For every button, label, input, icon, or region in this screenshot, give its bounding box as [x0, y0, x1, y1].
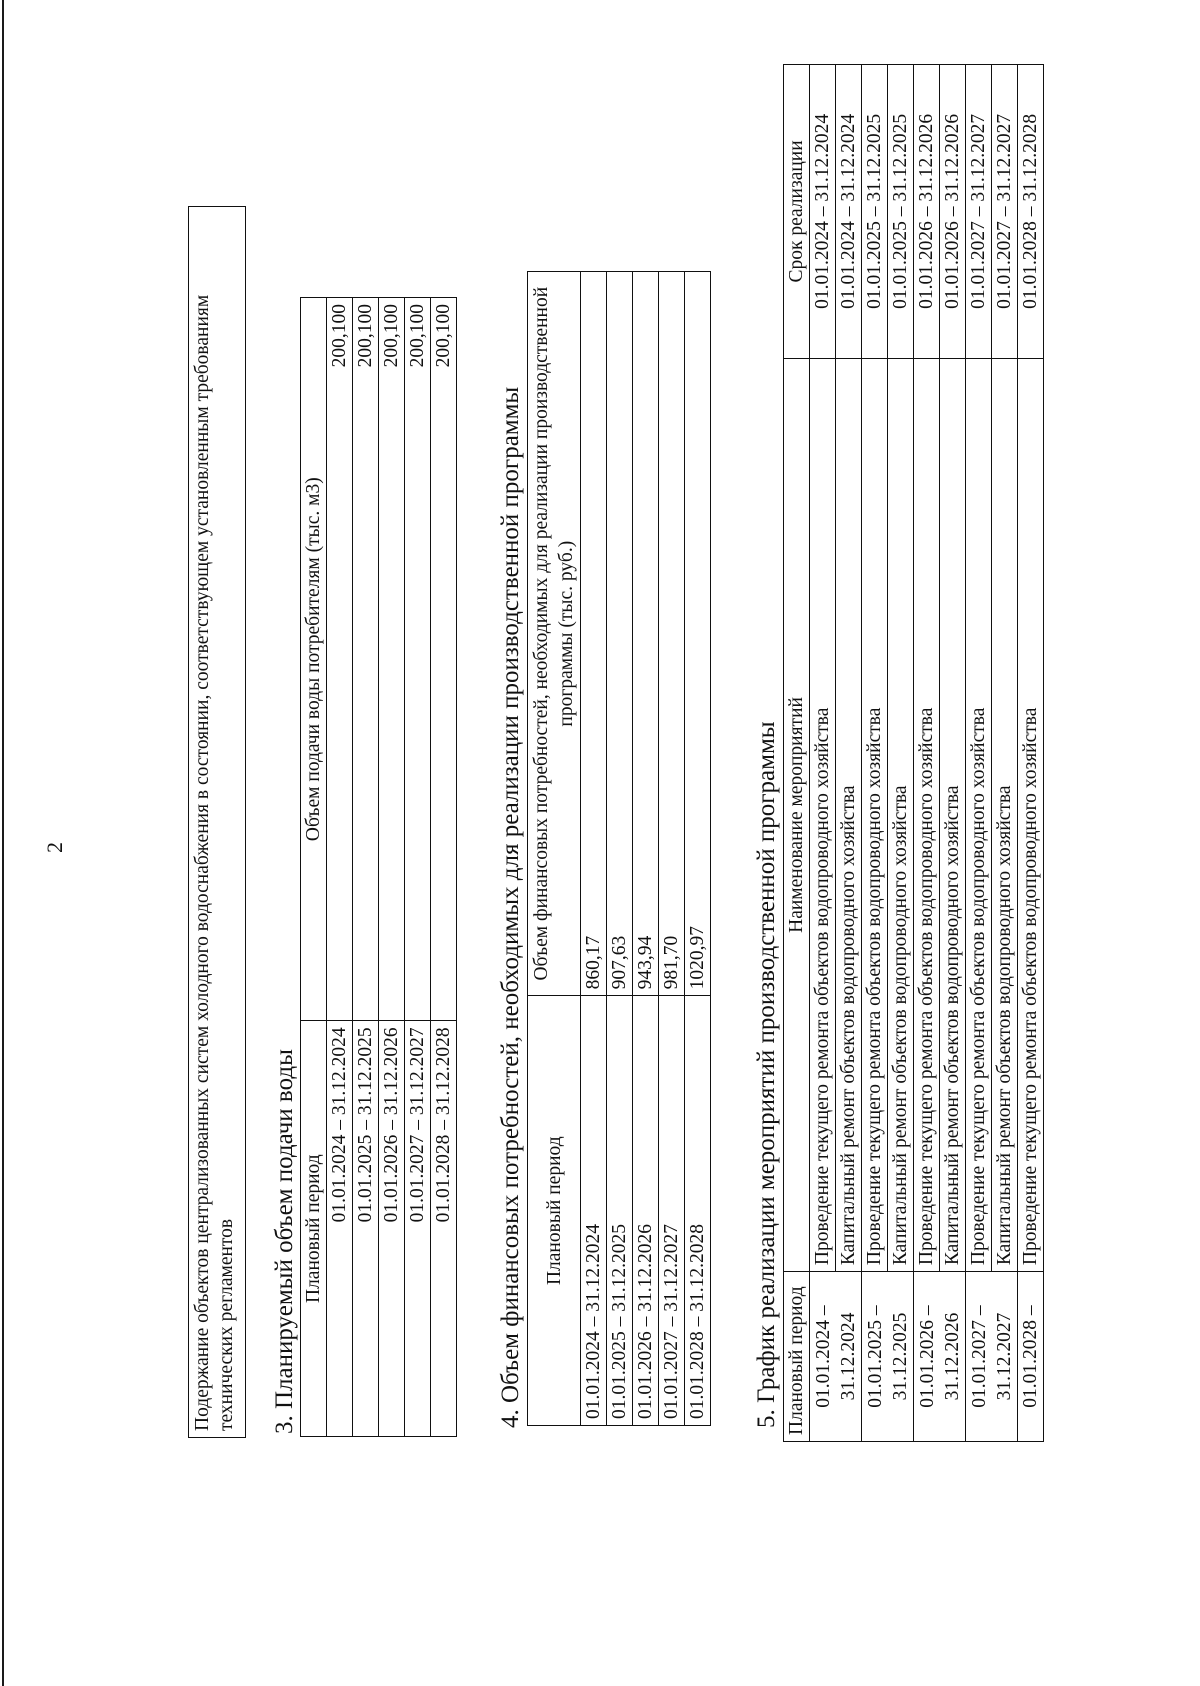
- activity-cell: Проведение текущего ремонта объектов водопроводного хозяйства: [810, 358, 836, 1271]
- table-row: [327, 298, 353, 1437]
- period-cell: 01.01.2027 – 31.12.2027: [405, 1021, 431, 1437]
- section3-title: 3. Планируемый объем подачи воды: [271, 1049, 298, 1434]
- period-cell: 01.01.2025 – 31.12.2025: [353, 1021, 379, 1437]
- period-line: 31.12.2027: [993, 1312, 1015, 1401]
- table-row: [405, 298, 431, 1437]
- term-cell: 01.01.2024 – 31.12.2024: [810, 65, 836, 359]
- header-implementation-term: Срок реализации: [784, 65, 810, 359]
- table-header-row: [784, 65, 810, 1442]
- table-row: [992, 65, 1018, 1442]
- period-cell: [862, 1272, 914, 1442]
- table-row: [607, 272, 633, 1426]
- table-header-row: [528, 272, 581, 1426]
- period-cell: [914, 1272, 966, 1442]
- table-row: [633, 272, 659, 1426]
- period-cell: 01.01.2025 – 31.12.2025: [607, 996, 633, 1426]
- period-line: 31.12.2026: [941, 1312, 963, 1401]
- program-goal-box: [188, 206, 246, 1438]
- header-planned-period: Плановый период: [784, 1272, 810, 1442]
- period-line: 31.12.2025: [889, 1312, 911, 1401]
- activity-cell: Проведение текущего ремонта объектов водопроводного хозяйства: [1018, 358, 1044, 1271]
- term-cell: 01.01.2025 – 31.12.2025: [888, 65, 914, 359]
- amount-cell: 907,63: [607, 272, 633, 996]
- program-goal-text: Подержание объектов централизованных систем холодного водоснабжения в состоянии, соответствующем установленным требованиям технических регламентов: [192, 294, 237, 1431]
- table-row: [888, 65, 914, 1442]
- table-row: [379, 298, 405, 1437]
- volume-cell: 200,100: [405, 298, 431, 1021]
- term-cell: 01.01.2027 – 31.12.2027: [966, 65, 992, 359]
- water-volume-table: [300, 297, 457, 1437]
- table-row: [940, 65, 966, 1442]
- period-cell: 01.01.2024 – 31.12.2024: [327, 1021, 353, 1437]
- amount-cell: 943,94: [633, 272, 659, 996]
- volume-cell: 200,100: [353, 298, 379, 1021]
- header-planned-period: Плановый период: [301, 1021, 327, 1437]
- header-water-volume: Объем подачи воды потребителям (тыс. м3): [301, 298, 327, 1021]
- period-cell: 01.01.2026 – 31.12.2026: [633, 996, 659, 1426]
- table-row: [862, 65, 888, 1442]
- term-cell: 01.01.2025 – 31.12.2025: [862, 65, 888, 359]
- activity-cell: Капитальный ремонт объектов водопроводного хозяйства: [836, 358, 862, 1271]
- table-row: [810, 65, 836, 1442]
- activity-cell: Проведение текущего ремонта объектов водопроводного хозяйства: [862, 358, 888, 1271]
- period-cell: 01.01.2026 – 31.12.2026: [379, 1021, 405, 1437]
- amount-cell: 860,17: [581, 272, 607, 996]
- amount-cell: 1020,97: [685, 272, 711, 996]
- table-row: [685, 272, 711, 1426]
- financial-needs-table: [527, 271, 711, 1426]
- period-cell: 01.01.2024 – 31.12.2024: [581, 996, 607, 1426]
- table-row: [1018, 65, 1044, 1442]
- period-line: 31.12.2024: [837, 1312, 859, 1401]
- schedule-table: [783, 64, 1044, 1442]
- period-line: 01.01.2028 –: [1020, 1305, 1041, 1408]
- table-row: [659, 272, 685, 1426]
- header-activity-name: Наименование мероприятий: [784, 358, 810, 1271]
- term-cell: 01.01.2024 – 31.12.2024: [836, 65, 862, 359]
- activity-cell: Капитальный ремонт объектов водопроводного хозяйства: [940, 358, 966, 1271]
- activity-cell: Капитальный ремонт объектов водопроводного хозяйства: [888, 358, 914, 1271]
- page-number: 2: [42, 842, 67, 853]
- term-cell: 01.01.2027 – 31.12.2027: [992, 65, 1018, 359]
- section5-title: 5. График реализации мероприятий производственной программы: [753, 721, 780, 1428]
- table-row: [914, 65, 940, 1442]
- period-cell: [810, 1272, 862, 1442]
- period-cell: 01.01.2027 – 31.12.2027: [659, 996, 685, 1426]
- table-header-row: [301, 298, 327, 1437]
- amount-cell: 981,70: [659, 272, 685, 996]
- header-planned-period: Плановый период: [528, 996, 581, 1426]
- term-cell: 01.01.2026 – 31.12.2026: [914, 65, 940, 359]
- period-cell: 01.01.2028 – 31.12.2028: [685, 996, 711, 1426]
- activity-cell: Капитальный ремонт объектов водопроводного хозяйства: [992, 358, 1018, 1271]
- table-row: [431, 298, 457, 1437]
- period-line: 01.01.2027 –: [968, 1305, 990, 1408]
- period-cell: [1018, 1272, 1044, 1442]
- period-line: 01.01.2025 –: [864, 1305, 886, 1408]
- period-cell: [966, 1272, 1018, 1442]
- table-row: [836, 65, 862, 1442]
- volume-cell: 200,100: [327, 298, 353, 1021]
- activity-cell: Проведение текущего ремонта объектов водопроводного хозяйства: [914, 358, 940, 1271]
- period-cell: 01.01.2028 – 31.12.2028: [431, 1021, 457, 1437]
- section4-title: 4. Объем финансовых потребностей, необходимых для реализации производственной программы: [497, 386, 524, 1428]
- volume-cell: 200,100: [379, 298, 405, 1021]
- table-row: [966, 65, 992, 1442]
- table-row: [581, 272, 607, 1426]
- period-line: 01.01.2026 –: [916, 1305, 938, 1408]
- term-cell: 01.01.2028 – 31.12.2028: [1018, 65, 1044, 359]
- period-line: 01.01.2024 –: [812, 1305, 834, 1408]
- header-financial-needs: Объем финансовых потребностей, необходимых для реализации производственной программы (тыс. руб.): [528, 272, 581, 996]
- table-row: [353, 298, 379, 1437]
- volume-cell: 200,100: [431, 298, 457, 1021]
- activity-cell: Проведение текущего ремонта объектов водопроводного хозяйства: [966, 358, 992, 1271]
- term-cell: 01.01.2026 – 31.12.2026: [940, 65, 966, 359]
